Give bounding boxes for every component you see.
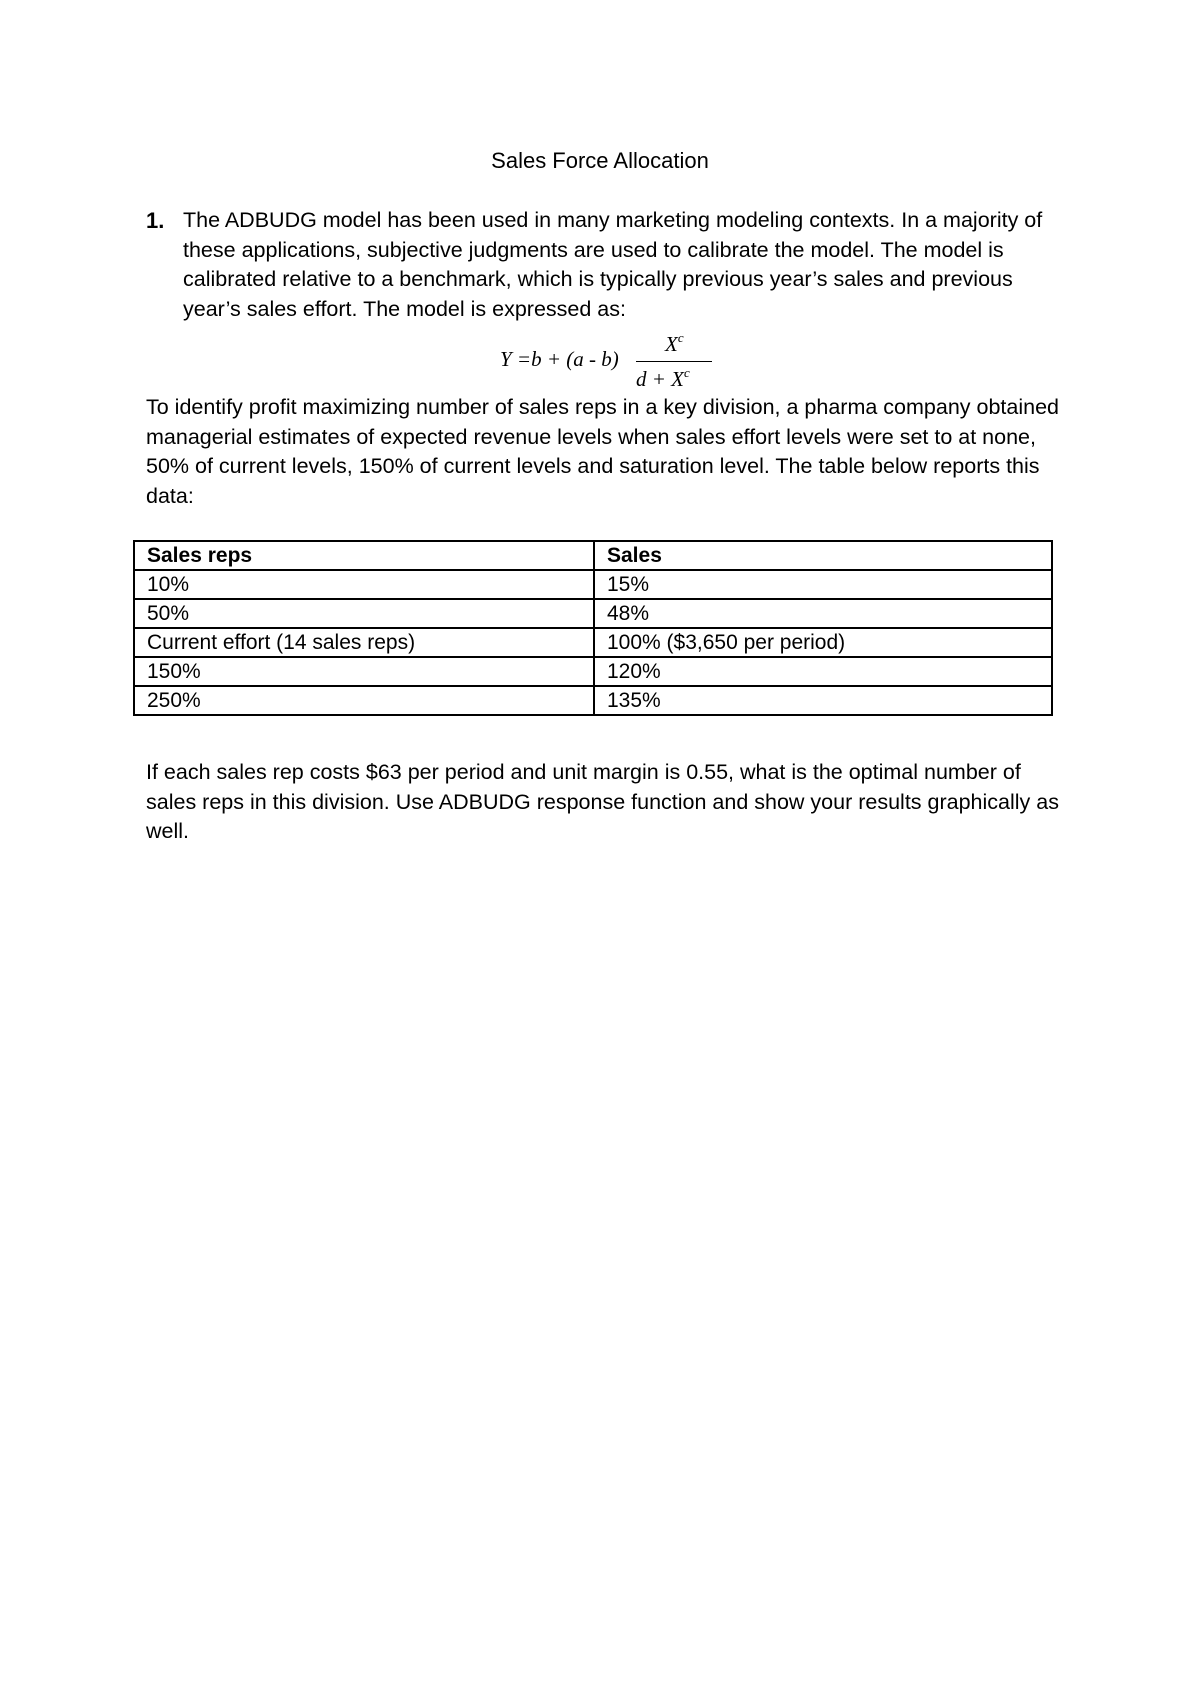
table-row [134,686,1052,715]
table-cell: 15% [594,570,1052,599]
formula-denominator: $d + X^c$ [636,365,690,391]
table-row [134,570,1052,599]
table-row [134,657,1052,686]
formula-fraction-bar [636,361,712,362]
formula-denominator-exponent: c [684,365,690,380]
table-header-row [134,541,1052,570]
table-cell: 48% [594,599,1052,628]
formula-lhs: Y =b + (a - b) [500,347,619,371]
document-title: Sales Force Allocation [491,148,709,173]
table-cell: Current effort (14 sales reps) [134,628,594,657]
question-number: 1. [146,208,165,233]
formula-numerator-exponent: c [677,330,684,345]
table-header-cell: Sales [594,541,1052,570]
table-cell: 135% [594,686,1052,715]
table-cell: 150% [134,657,594,686]
formula-numerator: $X^c$ [665,330,684,356]
context-paragraph: To identify profit maximizing number of sales reps in a key division, a pharma company obtained managerial estimates of expected revenue levels when sales effort levels were set to at none, 50% of current levels, 150% of current levels and saturation level. The table below reports this data: [146,395,1060,508]
question-text: The ADBUDG model has been used in many marketing modeling contexts. In a majority of these applications, subjective judgments are used to calibrate the model. The model is calibrated relative to a benchmark, which is typically previous year’s sales and previous year’s sales effort. The model is expressed as: [183,208,1043,321]
table-header-cell: Sales reps [134,541,594,570]
table-cell: 250% [134,686,594,715]
table-cell: 50% [134,599,594,628]
sales-data-table [133,540,1053,716]
adbudg-formula [500,330,720,392]
table-cell: 10% [134,570,594,599]
table-row [134,628,1052,657]
question-prompt-paragraph: If each sales rep costs $63 per period and unit margin is 0.55, what is the optimal number of sales reps in this division. Use ADBUDG response function and show your results graphically as well. [146,760,1059,843]
table-row [134,599,1052,628]
table-cell: 120% [594,657,1052,686]
table-cell: 100% ($3,650 per period) [594,628,1052,657]
